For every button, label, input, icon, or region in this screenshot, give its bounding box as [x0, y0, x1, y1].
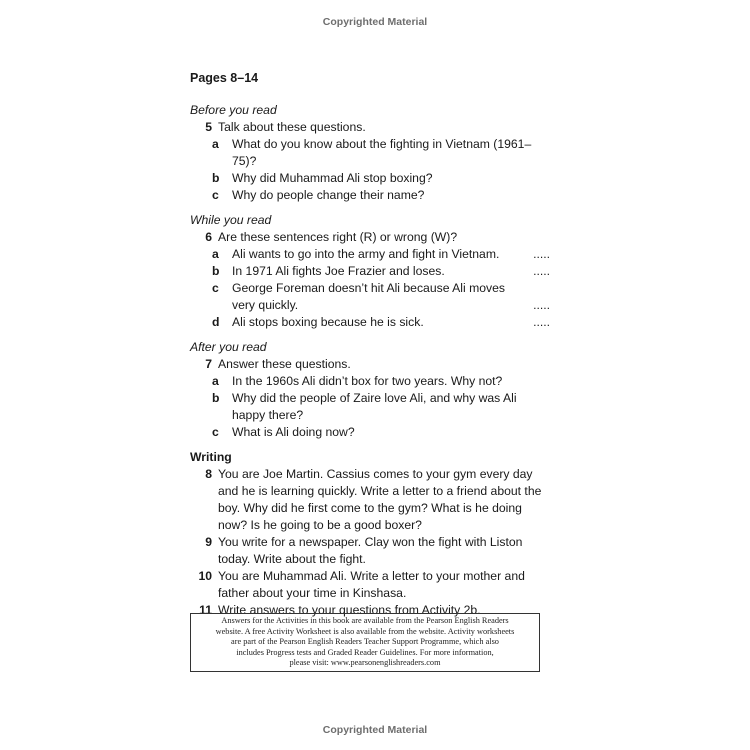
- info-line: are part of the Pearson English Readers Teacher Support Programme, which also: [231, 637, 499, 647]
- item-text: Why do people change their name?: [232, 188, 425, 202]
- page-title: Pages 8–14: [190, 71, 259, 85]
- item-letter: b: [212, 264, 220, 278]
- item-letter: a: [212, 137, 219, 151]
- question-number: 8: [205, 467, 212, 481]
- question-number: 11: [199, 603, 212, 617]
- item-letter: c: [212, 188, 219, 202]
- question-text-line: and he is learning quickly. Write a letter to a friend about the: [218, 484, 542, 498]
- question-9: [190, 534, 550, 568]
- activities-page: [190, 70, 550, 619]
- item-text: In the 1960s Ali didn’t box for two years. Why not?: [232, 374, 503, 388]
- answer-blank: .....: [533, 264, 550, 278]
- question-text-block: [212, 534, 550, 568]
- item-letter: d: [212, 315, 220, 329]
- copyright-footer: Copyrighted Material: [322, 724, 428, 736]
- question-text-line: You write for a newspaper. Clay won the fight with Liston: [218, 535, 523, 549]
- item-text-block: [226, 390, 550, 424]
- question-6c: [190, 280, 550, 314]
- item-letter: c: [212, 281, 219, 295]
- after-you-read-heading: After you read: [190, 340, 267, 354]
- question-prompt: Are these sentences right (R) or wrong (W)?: [218, 230, 458, 244]
- question-number: 9: [205, 535, 212, 549]
- question-text-line: father about your time in Kinshasa.: [218, 586, 407, 600]
- copyright-header: Copyrighted Material: [322, 16, 428, 28]
- question-7: [190, 356, 550, 373]
- question-prompt: Talk about these questions.: [218, 120, 366, 134]
- info-line: includes Progress tests and Graded Reader Guidelines. For more information,: [236, 647, 494, 657]
- question-text-line: boy. Why did he first come to the gym? What is he doing: [218, 501, 522, 515]
- question-text-line: today. Write about the fight.: [218, 552, 366, 566]
- item-letter: a: [212, 374, 219, 388]
- question-5: [190, 119, 550, 136]
- item-text: What do you know about the fighting in Vietnam (1961–75)?: [232, 137, 532, 168]
- question-text-block: [212, 568, 550, 602]
- item-text: In 1971 Ali fights Joe Frazier and loses.: [232, 264, 445, 278]
- item-text-line-with-blank: [232, 297, 524, 314]
- question-text-line: You are Muhammad Ali. Write a letter to your mother and: [218, 569, 525, 583]
- item-letter: a: [212, 247, 219, 261]
- question-5c: [190, 187, 550, 204]
- item-letter: c: [212, 425, 219, 439]
- item-letter: b: [212, 391, 220, 405]
- question-number: 5: [205, 120, 212, 134]
- question-7b: [190, 390, 550, 424]
- question-number: 7: [205, 357, 212, 371]
- question-text-line: You are Joe Martin. Cassius comes to your gym every day: [218, 467, 533, 481]
- answers-info-box: [190, 613, 540, 672]
- before-you-read-heading: Before you read: [190, 103, 277, 117]
- question-10: [190, 568, 550, 602]
- answer-blank: .....: [533, 298, 550, 312]
- question-prompt: Answer these questions.: [218, 357, 351, 371]
- question-8: [190, 466, 550, 534]
- item-text-line: very quickly.: [232, 298, 299, 312]
- question-number: 10: [198, 569, 212, 583]
- item-text: Why did Muhammad Ali stop boxing?: [232, 171, 433, 185]
- writing-heading: Writing: [190, 450, 232, 464]
- question-6b: [190, 263, 550, 280]
- question-6d: [190, 314, 550, 331]
- item-text-line: George Foreman doesn’t hit Ali because Ali moves: [232, 281, 506, 295]
- answer-blank: .....: [533, 315, 550, 329]
- item-letter: b: [212, 171, 220, 185]
- item-text-line: Why did the people of Zaire love Ali, and why was Ali: [232, 391, 517, 405]
- question-number: 6: [205, 230, 212, 244]
- answer-blank: .....: [533, 247, 550, 261]
- item-text-block: [226, 280, 524, 314]
- question-7a: [190, 373, 550, 390]
- question-6a: [190, 246, 550, 263]
- item-text-line: happy there?: [232, 408, 304, 422]
- question-6: [190, 229, 550, 246]
- while-you-read-heading: While you read: [190, 213, 272, 227]
- question-5b: [190, 170, 550, 187]
- item-text: Ali wants to go into the army and fight in Vietnam.: [232, 247, 500, 261]
- question-text-line: Write answers to your questions from Activity 2b.: [218, 603, 481, 617]
- question-5a: [190, 136, 550, 170]
- item-text: Ali stops boxing because he is sick.: [232, 315, 424, 329]
- item-text: What is Ali doing now?: [232, 425, 355, 439]
- question-7c: [190, 424, 550, 441]
- question-text-line: now? Is he going to be a good boxer?: [218, 518, 422, 532]
- info-line: website. A free Activity Worksheet is also available from the website. Activity worksheets: [215, 626, 515, 636]
- question-text-block: [212, 466, 550, 534]
- info-line: please visit: www.pearsonenglishreaders.com: [289, 658, 441, 668]
- info-line: Answers for the Activities in this book are available from the Pearson English Readers: [221, 616, 509, 625]
